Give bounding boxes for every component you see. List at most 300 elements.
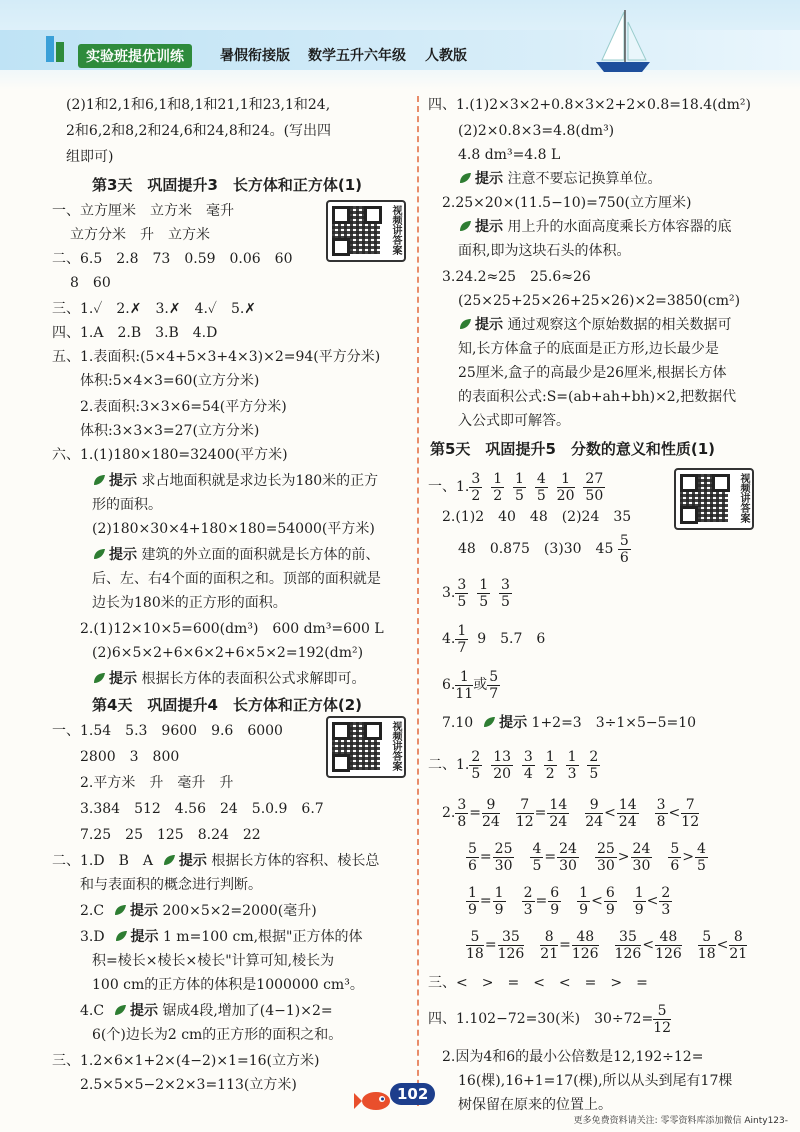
fraction: [455, 577, 468, 610]
item-label: 二、1.: [428, 757, 470, 773]
sailboat-icon: [588, 8, 658, 78]
operator: [562, 893, 576, 909]
fraction: [498, 929, 525, 962]
text-line: 四、1.(1)2×3×2+0.8×3×2+2×0.8=18.4(dm²): [428, 97, 751, 113]
book-logo-icon: [44, 34, 68, 64]
operator: <: [604, 805, 616, 821]
text-line: 积=棱长×棱长×棱长"计算可知,棱长为: [92, 953, 335, 969]
hint-text: 1 m=100 cm,根据"正方体的体: [162, 929, 363, 945]
fraction-group: [469, 748, 600, 782]
item-label: 一、1.: [428, 479, 470, 495]
item-label: 6.: [442, 677, 456, 693]
fraction: [655, 929, 682, 962]
hint-leaf-icon: [114, 929, 128, 943]
fraction: [493, 885, 506, 918]
text-line: 8 60: [70, 275, 111, 291]
frac-row: [442, 576, 512, 610]
denominator: 9: [468, 901, 477, 918]
numerator: 4: [536, 470, 546, 487]
section-title: 第5天 巩固提升5 分数的意义和性质(1): [430, 440, 716, 458]
conjunction: 或: [473, 677, 488, 693]
text-line: 入公式即可解答。: [458, 413, 570, 429]
operator: =: [469, 805, 482, 821]
numerator: 35: [498, 929, 525, 946]
answer: 4.C: [80, 1003, 105, 1019]
denominator: 5: [532, 857, 542, 874]
denominator: 30: [632, 857, 651, 874]
numerator: 4: [532, 840, 542, 857]
numerator: 13: [493, 748, 512, 765]
text-line: 三、< > = < < = > =: [428, 975, 648, 991]
frac-row: [442, 668, 500, 702]
operator: [515, 849, 529, 865]
fraction-group: [469, 470, 605, 504]
denominator: 3: [567, 765, 577, 782]
denominator: 5: [589, 765, 599, 782]
numerator: 6: [605, 884, 615, 901]
text-line: 立方分米 升 立方米: [70, 227, 210, 243]
hint-leaf-icon: [482, 715, 496, 729]
fraction-group: [455, 668, 500, 702]
denominator: 126: [655, 945, 682, 962]
text-line: 3.384 512 4.56 24 5.0.9 6.7: [80, 801, 324, 817]
numerator: 5: [619, 532, 629, 549]
fraction: [557, 841, 579, 874]
numerator: 5: [466, 929, 484, 946]
text-line: 四、1.A 2.B 3.B 4.D: [52, 325, 218, 341]
video-qr-code[interactable]: [326, 200, 406, 262]
denominator: 12: [653, 1019, 672, 1036]
text-line: 体积:3×3×3=27(立方分米): [80, 423, 260, 439]
numerator: 4: [697, 840, 706, 857]
operator: >: [682, 849, 695, 865]
frac-row: [428, 748, 600, 782]
answer: 3.D: [80, 929, 105, 945]
fraction: [698, 929, 716, 962]
column-divider: [417, 96, 419, 1106]
qr-label: 视频讲答案: [390, 205, 401, 255]
fraction: [587, 749, 600, 782]
hint-leaf-icon: [92, 547, 106, 561]
denominator: 18: [466, 945, 484, 962]
denominator: 8: [656, 813, 666, 830]
denominator: 9: [634, 901, 644, 918]
hint-label: 提示: [109, 671, 137, 687]
hint-line: [92, 544, 379, 566]
text-line: 2.平方米 升 毫升 升: [80, 775, 234, 791]
fraction: [547, 797, 569, 830]
section-title: 第4天 巩固提升4 长方体和正方体(2): [92, 696, 363, 714]
text-line: 2.(1)2 40 48 (2)24 35: [442, 509, 632, 525]
hint-text: 锯成4段,增加了(4−1)×2=: [162, 1003, 333, 1019]
fraction: [617, 797, 639, 830]
hint-label: 提示: [475, 317, 503, 333]
hint-text: 建筑的外立面的面积就是长方体的前、: [141, 547, 380, 563]
hint-label: 提示: [109, 547, 137, 563]
frac-row: [458, 532, 631, 566]
denominator: 3: [661, 901, 671, 918]
qr-finder: [680, 506, 698, 524]
text-line: 五、1.表面积:(5×4+5×3+4×3)×2=94(平方分米): [52, 349, 381, 365]
numerator: 14: [618, 796, 637, 813]
fraction: [491, 749, 513, 782]
page-header: [0, 0, 800, 90]
text-line: 体积:5×4×3=60(立方分米): [80, 373, 260, 389]
operator: [600, 937, 614, 953]
fraction: [493, 841, 515, 874]
fraction: [695, 841, 708, 874]
numerator: 8: [729, 929, 747, 946]
denominator: 6: [670, 857, 680, 874]
fraction: [633, 885, 646, 918]
hint-leaf-icon: [113, 903, 127, 917]
frac-row: [466, 840, 708, 874]
numerator: 1: [479, 576, 489, 593]
fraction: [631, 841, 653, 874]
numerator: 5: [468, 840, 477, 857]
qr-label: 视频讲答案: [738, 473, 749, 523]
text-line: 3.24.2≈25 25.6≈26: [442, 269, 591, 285]
text-line: 树保留在原来的位置上。: [458, 1097, 612, 1113]
hint-leaf-icon: [92, 671, 106, 685]
denominator: 21: [729, 945, 748, 962]
fish-mascot-icon: [354, 1083, 394, 1113]
fraction: [516, 797, 534, 830]
fraction: [522, 885, 535, 918]
fraction: [659, 885, 672, 918]
section-title: 第3天 巩固提升3 长方体和正方体(1): [92, 176, 363, 194]
answer: 二、1.D B A: [52, 853, 153, 869]
numerator: 5: [489, 668, 499, 685]
qr-finder: [332, 722, 350, 740]
denominator: 12: [515, 813, 534, 830]
series-tag: 实验班提优训练: [78, 44, 192, 68]
fraction: [469, 471, 482, 504]
denominator: 50: [585, 487, 604, 504]
fraction: [544, 749, 557, 782]
numerator: 1: [455, 669, 473, 686]
video-qr-code[interactable]: [326, 716, 406, 778]
fraction: [513, 471, 526, 504]
hint-text: 200×5×2=2000(毫升): [162, 903, 317, 919]
text-line: 2800 3 800: [80, 749, 180, 765]
denominator: 7: [489, 685, 499, 702]
numerator: 1: [468, 884, 477, 901]
numerator: 9: [585, 797, 603, 814]
numerator: 3: [471, 470, 481, 487]
fraction-group: [618, 532, 631, 566]
item-label: 4.: [442, 631, 456, 647]
denominator: 7: [457, 639, 467, 656]
text-line: 7.25 25 125 8.24 22: [80, 827, 261, 843]
operator: [683, 937, 697, 953]
fraction-group: [466, 884, 672, 918]
fraction: [585, 797, 603, 830]
operator: <: [591, 893, 603, 909]
numerator: 3: [523, 748, 533, 765]
hint-label: 提示: [109, 473, 137, 489]
page-number: 102: [390, 1083, 435, 1105]
operator: =: [535, 893, 548, 909]
hint-label: 提示: [129, 903, 158, 919]
fraction: [469, 749, 482, 782]
fraction: [535, 471, 548, 504]
answer: 7.10: [442, 715, 474, 731]
text-line: (2)1和2,1和6,1和8,1和21,1和23,1和24,: [66, 97, 331, 113]
fraction: [477, 577, 490, 610]
numerator: 2: [523, 884, 533, 901]
hint-text: 用上升的水面高度乘长方体容器的底: [507, 219, 732, 235]
text-line: 和与表面积的概念进行判断。: [80, 877, 262, 893]
denominator: 6: [619, 549, 629, 566]
fraction: [566, 749, 579, 782]
denominator: 24: [585, 813, 604, 830]
edition-label: 暑假衔接版: [220, 48, 290, 64]
hint-label: 提示: [129, 1003, 158, 1019]
qr-finder: [332, 754, 350, 772]
fraction: [557, 471, 575, 504]
frac-row: [466, 884, 672, 918]
hint-text: 根据长方体的表面积公式求解即可。: [141, 671, 366, 687]
hint-text: 求占地面积就是求边长为180米的正方: [141, 473, 379, 489]
numerator: 1: [457, 622, 467, 639]
text-line: 组即可): [66, 149, 114, 165]
fraction-group: [466, 840, 708, 874]
text-line: 4.8 dm³=4.8 L: [458, 147, 561, 163]
text-line: 48 0.875 (3)30 45: [458, 541, 614, 557]
qr-finder: [364, 206, 382, 224]
denominator: 11: [455, 685, 474, 702]
numerator: 1: [545, 748, 555, 765]
frac-row: [428, 470, 605, 504]
hint-label: 提示: [178, 853, 207, 869]
hint-line: [92, 470, 378, 492]
numerator: 1: [494, 884, 504, 901]
hint-line: [458, 314, 731, 336]
denominator: 30: [494, 857, 513, 874]
operator: [525, 937, 539, 953]
numerator: 6: [550, 884, 560, 901]
fraction: [548, 885, 561, 918]
fraction: [491, 471, 504, 504]
fraction: [655, 797, 668, 830]
denominator: 9: [494, 901, 504, 918]
denominator: 24: [482, 813, 500, 830]
numerator: 2: [471, 748, 481, 765]
hint-line: [458, 216, 731, 238]
numerator: 5: [670, 840, 680, 857]
footer-note: 更多免费资料请关注: 零零资料库添加微信 Ainty123-: [573, 1116, 788, 1126]
fraction-group: [455, 796, 700, 830]
fraction-group: [455, 622, 468, 656]
denominator: 5: [697, 857, 706, 874]
hint-text: 通过观察这个原始数据的相关数据可: [507, 317, 732, 333]
fraction: [530, 841, 543, 874]
operator: =: [544, 849, 557, 865]
fraction: [482, 797, 500, 830]
numerator: 8: [540, 929, 558, 946]
hint-line: [80, 900, 317, 922]
fraction: [540, 929, 558, 962]
text-line: 的表面积公式:S=(ab+ah+bh)×2,把数据代: [458, 389, 737, 405]
frac-row: [442, 796, 699, 830]
denominator: 30: [596, 857, 615, 874]
text-line: (2)2×0.8×3=4.8(dm³): [458, 123, 615, 139]
text-line: 25厘米,盒子的高最少是26厘米,根据长方体: [458, 365, 727, 381]
fraction: [572, 929, 599, 962]
numerator: 5: [698, 929, 716, 946]
fraction: [466, 885, 479, 918]
fraction: [455, 669, 473, 702]
denominator: 9: [579, 901, 589, 918]
fraction: [618, 533, 631, 566]
operator: [501, 805, 515, 821]
text-line: 三、1.✓ 2.✗ 3.✗ 4.✓ 5.✗: [52, 301, 257, 317]
hint-leaf-icon: [92, 473, 106, 487]
hint-line: [80, 1000, 333, 1022]
operator: [580, 849, 594, 865]
denominator: 126: [614, 945, 642, 962]
operator: [640, 805, 654, 821]
denominator: 5: [501, 593, 510, 610]
fraction: [668, 841, 681, 874]
subject-label: 数学五升六年级: [308, 48, 406, 64]
text-line: 6(个)边长为2 cm的正方形的面积之和。: [92, 1027, 343, 1043]
text-line: 形的面积。: [92, 497, 162, 513]
denominator: 20: [493, 765, 512, 782]
hint-leaf-icon: [458, 219, 472, 233]
numerator: 27: [585, 470, 604, 487]
fraction: [653, 1003, 671, 1036]
denominator: 2: [545, 765, 555, 782]
denominator: 21: [540, 945, 559, 962]
operator: >: [617, 849, 630, 865]
numerator: 7: [516, 797, 534, 814]
denominator: 5: [479, 593, 489, 610]
hint-text: 根据长方体的容积、棱长总: [211, 853, 380, 869]
denominator: 3: [523, 901, 533, 918]
qr-finder: [680, 474, 698, 492]
hint-line: [442, 712, 696, 734]
numerator: 48: [572, 929, 599, 946]
item-label: 3.: [442, 585, 456, 601]
text-line: 面积,即为这块石头的体积。: [458, 243, 631, 259]
numerator: 24: [559, 840, 577, 857]
denominator: 5: [457, 593, 467, 610]
numerator: 24: [632, 840, 651, 857]
fraction: [455, 797, 468, 830]
text-line: 六、1.(1)180×180=32400(平方米): [52, 447, 288, 463]
hint-text: 注意不要忘记换算单位。: [507, 171, 662, 187]
denominator: 20: [556, 487, 575, 504]
hint-text: 1+2=3 3÷1×5−5=10: [531, 715, 697, 731]
operator: <: [668, 805, 681, 821]
operator: <: [716, 937, 729, 953]
denominator: 6: [468, 857, 477, 874]
operator: <: [646, 893, 659, 909]
text-line: 2.表面积:3×3×6=54(平方分米): [80, 399, 287, 415]
denominator: 24: [618, 813, 637, 830]
hint-label: 提示: [499, 715, 528, 731]
hint-leaf-icon: [113, 1003, 127, 1017]
operator: <: [642, 937, 655, 953]
text-line: 100 cm的正方体的体积是1000000 cm³。: [92, 977, 364, 993]
denominator: 9: [550, 901, 560, 918]
denominator: 126: [571, 945, 599, 962]
text-line: 2.5×5×5−2×2×3=113(立方米): [80, 1077, 297, 1093]
item-label: 2.: [442, 805, 456, 821]
numerator: 14: [549, 796, 568, 813]
fraction-group: [455, 576, 512, 610]
fraction: [455, 623, 468, 656]
text-line: 知,长方体盒子的底面是正方形,边长最少是: [458, 341, 719, 357]
denominator: 5: [515, 487, 524, 504]
numerator: 3: [656, 796, 666, 813]
qr-finder: [364, 722, 382, 740]
numerator: 1: [634, 884, 644, 901]
numerator: 9: [482, 797, 500, 814]
hint-leaf-icon: [162, 853, 176, 867]
fraction: [522, 749, 535, 782]
hint-leaf-icon: [458, 171, 472, 185]
denominator: 2: [471, 487, 481, 504]
operator: =: [534, 805, 547, 821]
denominator: 5: [536, 487, 546, 504]
denominator: 8: [457, 813, 467, 830]
hint-line: [92, 668, 365, 690]
numerator: 48: [655, 929, 682, 946]
fraction: [604, 885, 617, 918]
numerator: 1: [515, 470, 524, 487]
text-line: 2.25×20×(11.5−10)=750(立方厘米): [442, 195, 692, 211]
qr-finder: [332, 206, 350, 224]
denominator: 2: [493, 487, 503, 504]
text-line: 16(棵),16+1=17(棵),所以从头到尾有17棵: [458, 1073, 733, 1089]
text-line: 2.(1)12×10×5=600(dm³) 600 dm³=600 L: [80, 621, 384, 637]
text-line: 四、1.102−72=30(米) 30÷72=: [428, 1011, 654, 1027]
denominator: 5: [471, 765, 481, 782]
publisher-label: 人教版: [425, 48, 467, 64]
fraction-group: [466, 928, 748, 962]
operator: =: [479, 849, 492, 865]
numerator: 5: [653, 1003, 671, 1020]
operator: =: [479, 893, 492, 909]
hint-label: 提示: [130, 929, 159, 945]
denominator: 18: [697, 945, 716, 962]
hint-line: [52, 850, 379, 872]
fraction: [577, 885, 590, 918]
numerator: 2: [589, 748, 599, 765]
denominator: 9: [605, 901, 615, 918]
operator: [653, 849, 667, 865]
text-line: 三、1.2×6×1+2×(4−2)×1=16(立方米): [52, 1053, 320, 1069]
text-line: 2和6,2和8,2和24,6和24,8和24。(写出四: [66, 123, 332, 139]
denominator: 30: [559, 857, 577, 874]
numerator: 3: [501, 576, 510, 593]
denominator: 126: [497, 945, 525, 962]
numerator: 1: [557, 471, 575, 488]
answer: 2.C: [80, 903, 105, 919]
hint-label: 提示: [475, 219, 503, 235]
text-line: 9 5.7 6: [477, 631, 546, 647]
video-qr-code[interactable]: [674, 468, 754, 530]
text-line: (2)6×5×2+6×6×2+6×5×2=192(dm²): [92, 645, 364, 661]
hint-line: [458, 168, 661, 190]
numerator: 7: [681, 797, 699, 814]
frac-row: [442, 622, 545, 656]
fraction: [499, 577, 512, 610]
operator: [570, 805, 584, 821]
